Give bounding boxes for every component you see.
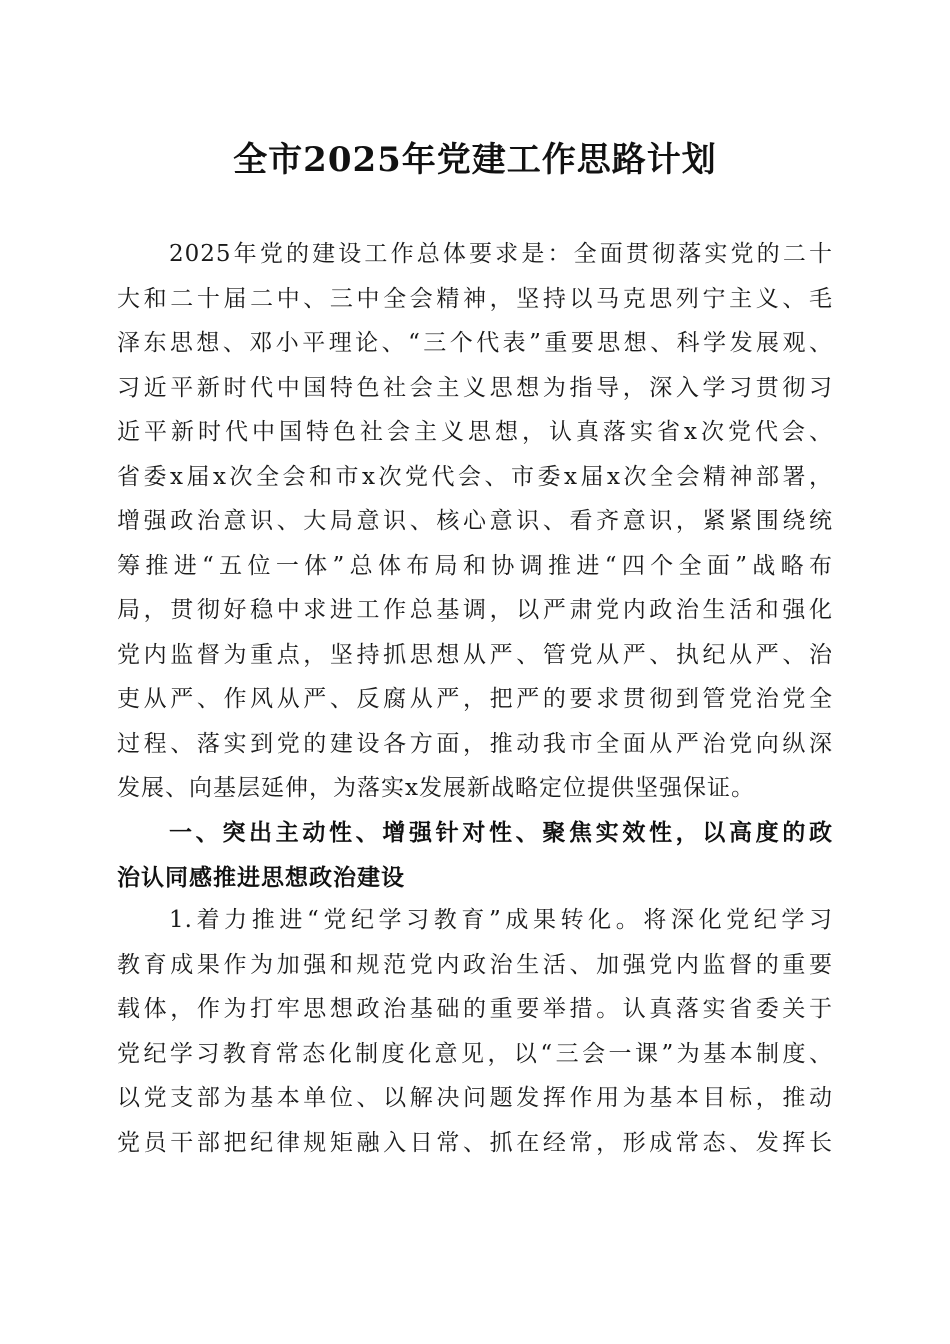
paragraph-line: 教育成果作为加强和规范党内政治生活、加强党内监督的重要	[117, 951, 833, 978]
section-1-heading	[117, 811, 833, 900]
document-title: 全市2025年党建工作思路计划	[233, 140, 717, 180]
paragraph-line: 党员干部把纪律规矩融入日常、抓在经常，形成常态、发挥长	[117, 1129, 833, 1156]
paragraph-line: 泽东思想、邓小平理论、“三个代表”重要思想、科学发展观、	[117, 330, 833, 356]
heading-line: 治认同感推进思想政治建设	[117, 864, 405, 891]
paragraph-line: 以党支部为基本单位、以解决问题发挥作用为基本目标，推动	[117, 1085, 833, 1111]
paragraph-line: 近平新时代中国特色社会主义思想，认真落实省x次党代会、	[117, 419, 833, 445]
paragraph-line: 省委x届x次全会和市x次党代会、市委x届x次全会精神部署，	[117, 463, 833, 490]
paragraph-line: 党纪学习教育常态化制度化意见，以“三会一课”为基本制度、	[117, 1040, 833, 1067]
paragraph-line: 局，贯彻好稳中求进工作总基调，以严肃党内政治生活和强化	[117, 597, 833, 623]
paragraph-line: 增强政治意识、大局意识、核心意识、看齐意识，紧紧围绕统	[117, 508, 833, 534]
paragraph-line: 发展、向基层延伸，为落实x发展新战略定位提供坚强保证。	[117, 775, 755, 801]
paragraph-line: 党内监督为重点，坚持抓思想从严、管党从严、执纪从严、治	[117, 641, 833, 668]
paragraph-line: 2025年党的建设工作总体要求是：全面贯彻落实党的二十	[169, 241, 833, 267]
paragraph-line: 吏从严、作风从严、反腐从严，把严的要求贯彻到管党治党全	[117, 686, 833, 712]
intro-paragraph	[117, 232, 833, 811]
item-1-paragraph	[117, 898, 833, 1165]
paragraph-line: 筹推进“五位一体”总体布局和协调推进“四个全面”战略布	[117, 552, 833, 579]
paragraph-line: 1.着力推进“党纪学习教育”成果转化。将深化党纪学习	[169, 907, 833, 933]
paragraph-line: 习近平新时代中国特色社会主义思想为指导，深入学习贯彻习	[117, 374, 833, 401]
paragraph-line: 大和二十届二中、三中全会精神，坚持以马克思列宁主义、毛	[117, 285, 833, 312]
paragraph-line: 载体，作为打牢思想政治基础的重要举措。认真落实省委关于	[117, 996, 833, 1022]
heading-line: 一、突出主动性、增强针对性、聚焦实效性，以高度的政	[169, 820, 833, 846]
paragraph-line: 过程、落实到党的建设各方面，推动我市全面从严治党向纵深	[117, 730, 833, 757]
